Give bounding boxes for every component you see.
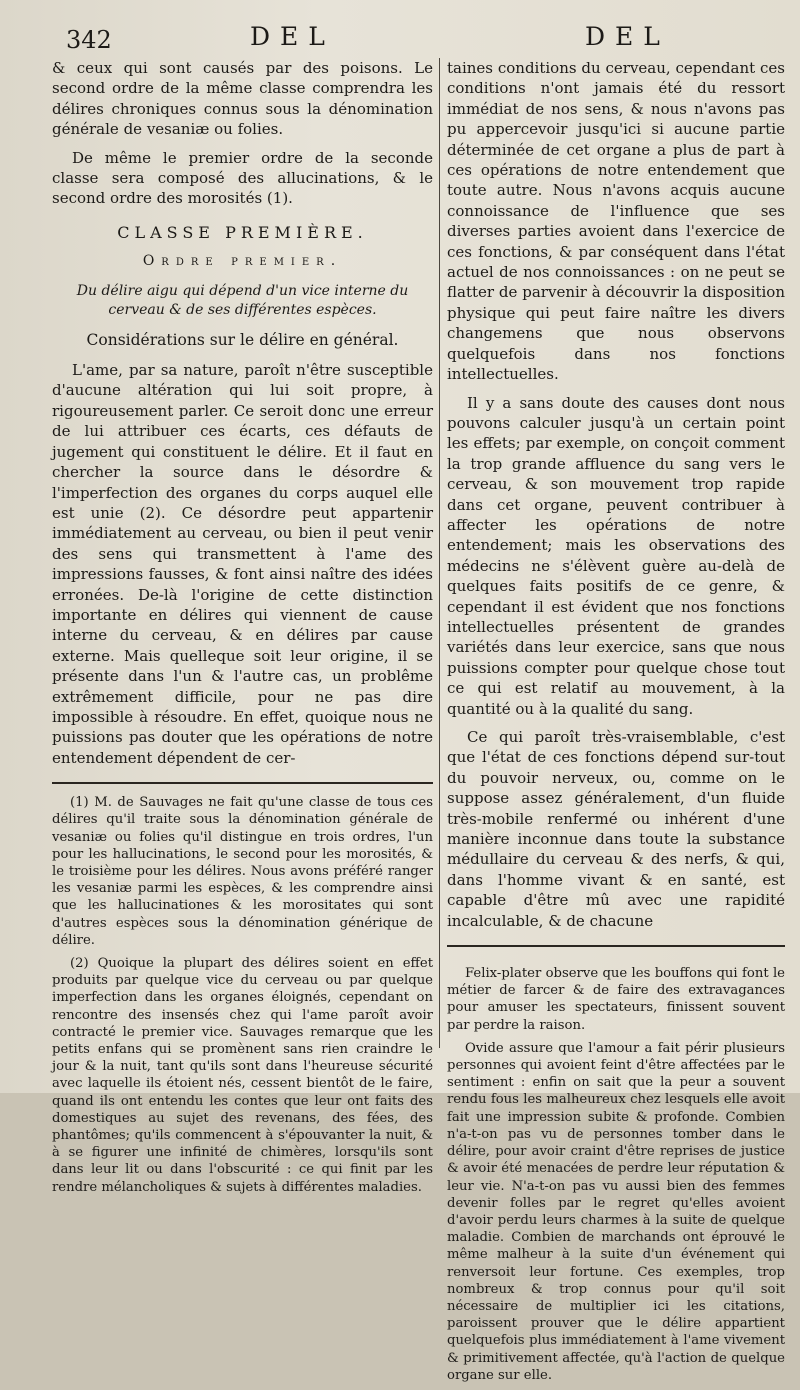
footnote: Felix-plater observe que les bouffons qui font le métier de farcer & de faire des extravagances pour amuser les spectateurs, finissent souvent par perdre la raison. xyxy=(447,966,785,1033)
footnote: Ovide assure que l'amour a fait périr plusieurs personnes qui avoient feint d'être affectées par le sentiment : enfin on sait que la peur a souvent rendu fous les malheureux chez lesquels elle avoit fait une impression subite & profonde. Combien n'a-t-on pas vu de personnes tomber dans le délire, pour avoir craint d'être reprises de justice & avoir été menacées de perdre leur réputation & leur vie. N'a-t-on pas vu aussi bien des femmes devenir folles par le regret qu'elles avoient d'avoir perdu leurs charmes à la suite de quelque maladie. Combien de marchands ont éprouvé le même malheur à la suite d'un événement qui renversoit leur fortune. Ces exemples, trop nombreux & trop connus pour qu'il soit nécessaire de multiplier ici les citations, paroissent prouver que le délire appartient quelquefois plus immédiatement à l'ame vivement & primitivement affectée, qu'à l'action de quelque organe sur elle. xyxy=(447,1040,785,1383)
paragraph: De même le premier ordre de la seconde classe sera composé des allucinations, & le second ordre des morosités (1). xyxy=(52,148,433,208)
paragraph: & ceux qui sont causés par des poisons. Le second ordre de la même classe comprendra les délires chroniques connus sous la dénomination générale de vesaniæ ou folies. xyxy=(52,59,433,139)
footnote: (2) Quoique la plupart des délires soient en effet produits par quelque vice du cerveau ou par quelque imperfection dans les organes éloignés, cependant on rencontre des insensés chez qui l'ame paroît avoir contracté le premier vice. Sauvages remarque que les petits enfans qui se promènent sans rien craindre le jour & la nuit, tant qu'ils sont dans l'heureuse sécurité avec laquelle ils étoient nés, cessent bientôt de le faire, quand ils ont entendu les contes que leur ont faits des domestiques au sujet des revenans, des fées, des phantômes; qu'ils commencent à s'épouvanter la nuit, & à se figurer une infinité de chimères, lorsqu'ils sont dans leur lit ou dans l'obscurité : ce qui finit par les rendre mélancholiques & sujets à différentes maladies. xyxy=(52,956,433,1195)
class-heading: CLASSE PREMIÈRE. xyxy=(117,222,368,242)
paragraph: taines conditions du cerveau, cependant ces conditions n'ont jamais été du ressort immédiat de nos sens, & nous n'avons pas pu appercevoir jusqu'ici si aucune partie déterminée de cet organe a plus de part à ces opérations de notre entendement que toute autre. Nous n'avons acquis aucune connoissance de l'influence que ses diverses parties avoient dans l'exercice de ces fonctions, & par conséquent dans l'état actuel de nos connoissances : on ne peut se flatter de parvenir à découvrir la disposition physique qui peut faire naître les divers changemens que nous observons quelquefois dans nos fonctions intellectuelles. xyxy=(447,59,785,384)
footnote-rule xyxy=(447,945,785,947)
order-heading: Ordre premier. xyxy=(142,253,343,270)
footnotes xyxy=(52,794,433,1196)
page-number: 342 xyxy=(66,26,112,54)
running-head-left: DEL xyxy=(250,22,335,51)
right-column xyxy=(447,58,785,1390)
footnotes xyxy=(447,965,785,1384)
section-subtitle: Du délire aigu qui dépend d'un vice interne du cerveau & de ses différentes espèces. xyxy=(76,282,409,318)
running-head-right: DEL xyxy=(585,22,670,51)
footnote-rule xyxy=(52,782,433,784)
section-heading: Considérations sur le délire en général. xyxy=(86,330,399,349)
left-column xyxy=(52,58,433,1202)
column-divider xyxy=(439,58,440,1048)
paragraph: Ce qui paroît très-vraisemblable, c'est que l'état de ces fonctions dépend sur-tout du pouvoir nerveux, ou, comme on le suppose assez généralement, d'un fluide très-mobile renfermé ou inhérent d'une manière inconnue dans toute la substance médullaire du cerveau & des nerfs, & qui, dans l'homme vivant & en santé, est capable d'être mû avec une rapidité incalculable, & de chacune xyxy=(447,728,785,930)
footnote: (1) M. de Sauvages ne fait qu'une classe de tous ces délires qu'il traite sous la dénomination générale de vesaniæ ou folies qu'il distingue en trois ordres, l'un pour les hallucinations, le second pour les morosités, & le troisième pour les délires. Nous avons préféré ranger les vesaniæ parmi les espèces, & les comprendre ainsi que les hallucinationes & les morositates qui sont d'autres espèces sous la dénomination générique de délire. xyxy=(52,795,433,948)
page-header xyxy=(0,18,800,58)
paragraph: L'ame, par sa nature, paroît n'être susceptible d'aucune altération qui lui soit propre, à rigoureusement parler. Ce seroit donc une erreur de lui attribuer ces écarts, ces défauts de jugement qui constituent le délire. Et il faut en chercher la source dans le désordre & l'imperfection des organes du corps auquel elle est unie (2). Ce désordre peut appartenir immédiatement au cerveau, ou bien il peut venir des sens qui transmettent à l'ame des impressions fausses, & font ainsi naître des idées erronées. De-là l'origine de cette distinction importante en délires qui viennent de cause interne du cerveau, & en délires par cause externe. Mais quelleque soit leur origine, il se présente dans l'un & l'autre cas, un problême extrêmement difficile, pour ne pas dire impossible à résoudre. En effet, quoique nous ne puissions pas douter que les opérations de notre entendement dépendent de cer- xyxy=(52,361,433,767)
paragraph: Il y a sans doute des causes dont nous pouvons calculer jusqu'à un certain point les effets; par exemple, on conçoit comment la trop grande affluence du sang vers le cerveau, & son mouvement trop rapide dans cet organe, peuvent contribuer à affecter les opérations de notre entendement; mais les observations des médecins ne s'élèvent guère au-delà de quelques faits positifs de ce genre, & cependant il est évident que nos fonctions intellectuelles présentent de grandes variétés dans leur exercice, sans que nous puissions compter pour quelque chose tout ce qui est relatif au mouvement, à la quantité ou à la qualité du sang. xyxy=(447,393,785,718)
